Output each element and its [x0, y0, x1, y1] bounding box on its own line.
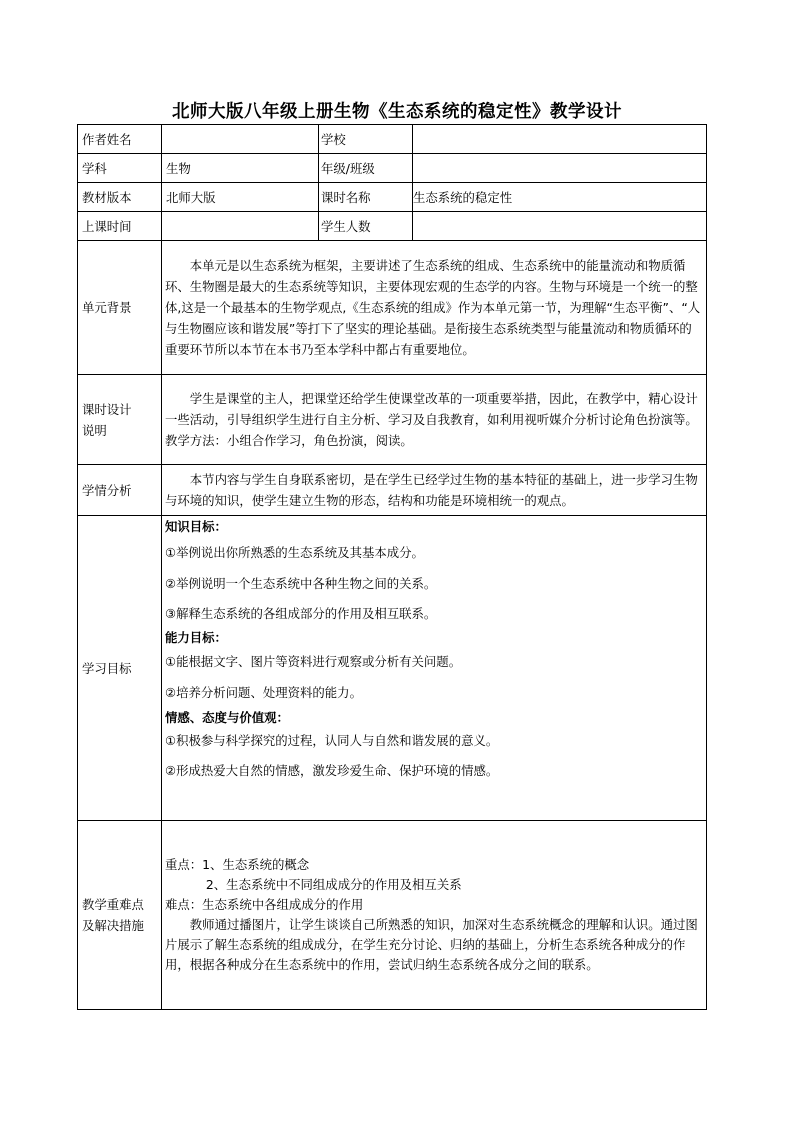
row-learner-analysis — [78, 465, 707, 516]
subject-value[interactable]: 生物 — [162, 154, 319, 183]
grade-label: 年级/班级 — [319, 154, 413, 183]
emotion-item: ①积极参与科学探究的过程，认同人与自然和谐发展的意义。 — [165, 732, 499, 748]
focus-line-2: 2、生态系统中不同组成成分的作用及相互关系 — [205, 877, 462, 892]
key-points-label-line2: 及解决措施 — [82, 918, 144, 933]
knowledge-item: ②举例说明一个生态系统中各种生物之间的关系。 — [165, 575, 437, 591]
lesson-design-text: 学生是课堂的主人，把课堂还给学生使课堂改革的一项重要举措，因此，在教学中，精心设计一些活动，引导组织学生进行自主分析、学习及自我教育，如利用视听媒介分析讨论角色扮演等。 — [165, 391, 698, 427]
unit-background-label: 单元背景 — [78, 241, 162, 375]
lesson-name-label: 课时名称 — [319, 183, 413, 212]
school-label: 学校 — [319, 125, 413, 154]
ability-item: ②培养分析问题、处理资料的能力。 — [165, 684, 362, 700]
learner-analysis-text: 本节内容与学生自身联系密切，是在学生已经学过生物的基本特征的基础上，进一步学习生物与环境的知识，使学生建立生物的形态，结构和功能是环境相统一的观点。 — [165, 472, 698, 508]
unit-background-text: 本单元是以生态系统为框架，主要讲述了生态系统的组成、生态系统中的能量流动和物质循环、生物圈是最大的生态系统等知识，主要体现宏观的生态学的内容。生物与环境是一个统一的整体,这是一个最基本的生物学观点,《生态系统的组成》作为本单元第一节，为理解“生态平衡”、“人与生物圈应该和谐发展”等打下了坚实的理论基础。是衔接生态系统类型与能量流动和物质循环的重要环节所以本节在本书乃至本学科中都占有重要地位。 — [165, 258, 701, 357]
row-subject — [78, 154, 707, 183]
student-count-label: 学生人数 — [319, 212, 413, 241]
emotion-heading: 情感、态度与价值观： — [165, 709, 289, 725]
row-time — [78, 212, 707, 241]
objectives-label: 学习目标 — [78, 516, 162, 821]
subject-label: 学科 — [78, 154, 162, 183]
difficulty-line: 难点：生态系统中各组成成分的作用 — [165, 897, 364, 912]
key-points-text: 教师通过播图片，让学生谈谈自己所熟悉的知识，加深对生态系统概念的理解和认识。通过图片展示了解生态系统的组成成分，在学生充分讨论、归纳的基础上，分析生态系统各种成分的作用，根据各种成分在生态系统中的作用，尝试归纳生态系统各成分之间的联系。 — [165, 917, 698, 972]
lesson-design-label — [78, 375, 162, 465]
author-label: 作者姓名 — [78, 125, 162, 154]
row-key-points — [78, 821, 707, 1010]
row-lesson-design — [78, 375, 707, 465]
edition-value[interactable]: 北师大版 — [162, 183, 319, 212]
row-author — [78, 125, 707, 154]
knowledge-heading: 知识目标： — [165, 519, 227, 534]
row-unit-background — [78, 241, 707, 375]
class-time-label: 上课时间 — [78, 212, 162, 241]
focus-line-1: 重点：1、生态系统的概念 — [165, 857, 310, 872]
teaching-methods-text: 教学方法：小组合作学习，角色扮演，阅读。 — [165, 433, 413, 448]
class-time-value[interactable] — [162, 212, 319, 241]
key-points-label-line1: 教学重难点 — [82, 897, 144, 912]
knowledge-item: ①举例说出你所熟悉的生态系统及其基本成分。 — [165, 545, 424, 560]
grade-value[interactable] — [413, 154, 707, 183]
row-objectives — [78, 516, 707, 821]
school-value[interactable] — [413, 125, 707, 154]
learner-analysis-label: 学情分析 — [78, 465, 162, 516]
emotion-item: ②形成热爱大自然的情感，激发珍爱生命、保护环境的情感。 — [165, 763, 499, 778]
document-title: 北师大版八年级上册生物《生态系统的稳定性》教学设计 — [172, 102, 622, 122]
edition-label: 教材版本 — [78, 183, 162, 212]
lesson-design-label-line1: 课时设计 — [82, 401, 132, 417]
lesson-plan-table — [77, 124, 707, 1010]
author-value[interactable] — [162, 125, 319, 154]
ability-heading: 能力目标： — [165, 630, 227, 645]
row-edition — [78, 183, 707, 212]
knowledge-item: ③解释生态系统的各组成部分的作用及相互联系。 — [165, 606, 437, 621]
student-count-value[interactable] — [413, 212, 707, 241]
key-points-label — [78, 821, 162, 1010]
lesson-design-label-line2: 说明 — [82, 422, 107, 438]
lesson-name-value[interactable]: 生态系统的稳定性 — [413, 183, 707, 212]
ability-item: ①能根据文字、图片等资料进行观察或分析有关问题。 — [165, 654, 462, 669]
